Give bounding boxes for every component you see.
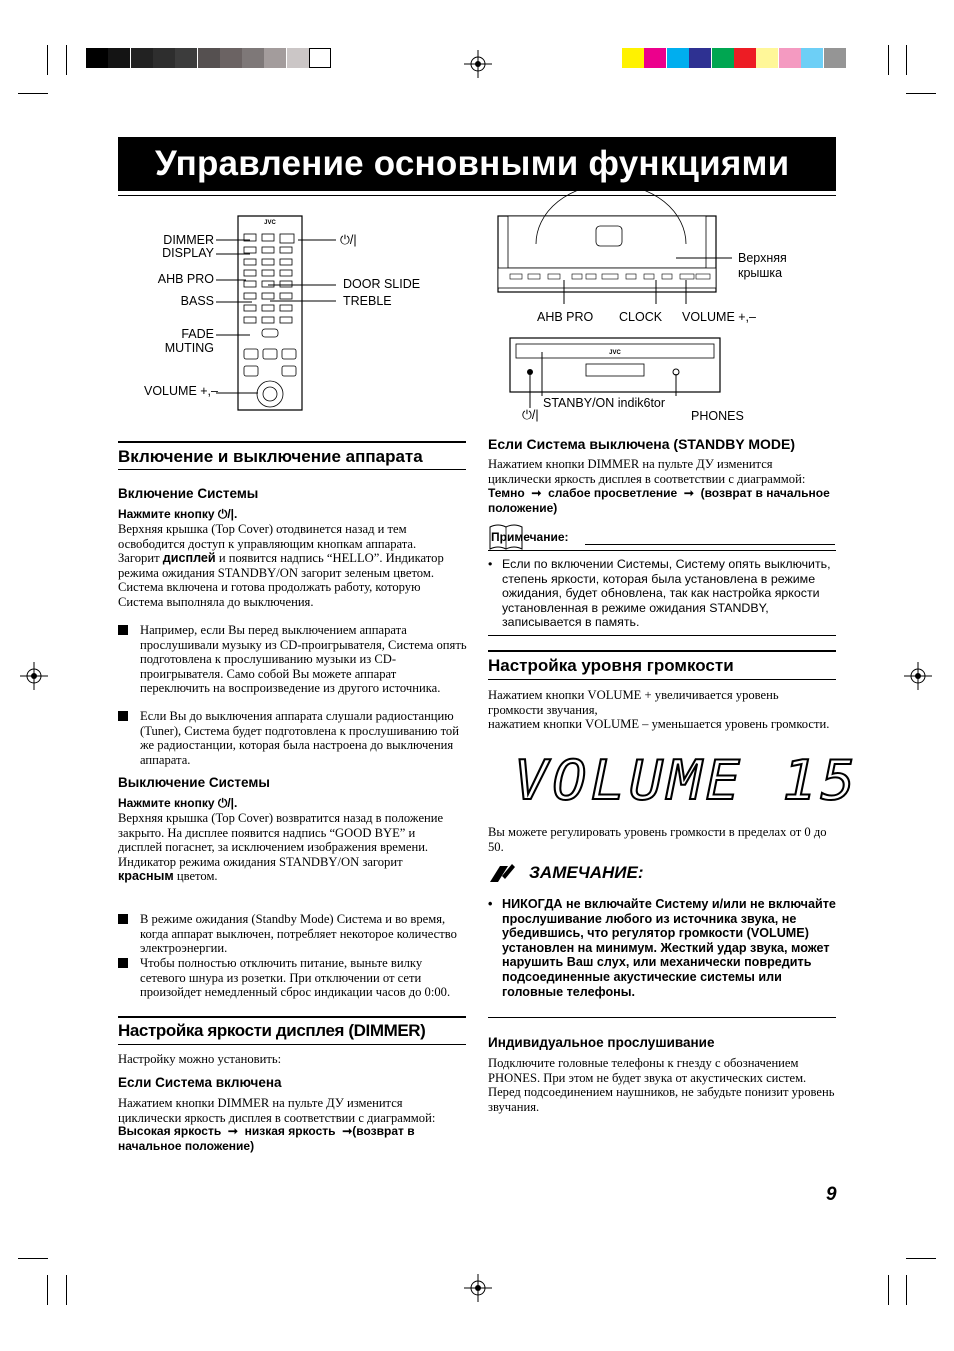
label-unit-ahb-pro: AHB PRO	[537, 310, 594, 324]
unit-brand: JVC	[609, 350, 621, 356]
arrow-icon: ➞	[338, 1124, 353, 1138]
arrow-icon: ➞	[528, 486, 545, 500]
remote-leader-lines	[210, 225, 350, 405]
gray-swatch	[108, 48, 130, 68]
label-volume: VOLUME +,–	[144, 384, 218, 398]
registration-mark-icon	[464, 50, 492, 78]
gray-swatch	[287, 48, 309, 68]
registration-mark-icon	[464, 1274, 492, 1302]
cmyk-swatch	[644, 48, 666, 68]
label-standby: STANBY/ON indik6tor	[543, 396, 666, 410]
page-number: 9	[826, 1184, 837, 1205]
volume-display-text: VOLUME 15	[514, 749, 860, 812]
volume-display	[514, 749, 860, 812]
gray-swatch	[175, 48, 197, 68]
arrow-icon: ➞	[680, 486, 698, 500]
subheading-headphones: Индивидуальное прослушивание	[488, 1035, 715, 1050]
caution-pencil-icon	[488, 862, 516, 884]
label-ahb-pro: AHB PRO	[157, 272, 214, 286]
label-door-slide: DOOR SLIDE	[343, 277, 421, 291]
dimmer-on-text: Нажатием кнопки DIMMER на пульте ДУ изменится циклически яркость дисплея в соответствии с диаграммой:	[118, 1096, 436, 1125]
label-treble: TREBLE	[343, 294, 392, 308]
gray-swatch	[131, 48, 153, 68]
subheading-power-on: Включение Системы	[118, 486, 259, 501]
arrow-icon: ➞	[224, 1124, 242, 1138]
bullet-unplug: Чтобы полностью отключить питание, выньте вилку сетевого шнура из розетки. При отключении от сети произойдет немедленный сброс индикации часов до 0:00.	[118, 956, 468, 1000]
unit-top-view-icon	[496, 214, 736, 294]
cmyk-swatch	[824, 48, 846, 68]
cmyk-swatch	[622, 48, 644, 68]
power-on-text: Верхняя крышка (Top Cover) отодвинется назад и тем освободится доступ к управляющим кнопкам аппарата. Загорит дисплей и появится надпись “HELLO”. Индикатор режима ожидания STANDBY/ON загорит зеленым цветом. Система включена и готова продолжать работу, которую Система выполняла до выключения.	[118, 522, 444, 609]
label-phones: PHONES	[691, 409, 744, 423]
note-text: • Если по включении Системы, Систему опять выключить, степень яркости, которая была установлена в режиме ожидания, будет обновлена, так как настройка яркости установленная в режиме ожидания STANDBY, записывается в память.	[488, 557, 831, 630]
label-muting: MUTING	[164, 341, 214, 355]
standby-dimmer-text: Нажатием кнопки DIMMER на пульте ДУ изменится циклически яркость дисплея в соответствии с диаграммой:	[488, 457, 806, 486]
heading-standby-mode: Если Система выключена (STANDBY MODE)	[488, 436, 796, 452]
subheading-system-on: Если Система включена	[118, 1075, 282, 1090]
gray-swatch	[309, 48, 331, 68]
label-power: ⏻/|	[340, 233, 357, 247]
label-top-cover: Верхняя крышка	[738, 251, 787, 280]
bullet-cd-example: Например, если Вы перед выключением аппарата прослушивали музыку из CD-проигрывателя, Система опять подготовлена к прослушиванию музыки из CD-проигрывателя. Само собой Вы можете аппарат переключить на воспроизведение из другого источника.	[118, 623, 468, 696]
label-bass: BASS	[180, 294, 214, 308]
press-power-off: Нажмите кнопку ⏻/|.	[118, 796, 238, 810]
cmyk-swatch	[712, 48, 734, 68]
cmyk-swatch	[779, 48, 801, 68]
cmyk-swatch	[667, 48, 689, 68]
subheading-power-off: Выключение Системы	[118, 775, 270, 790]
label-clock: CLOCK	[619, 310, 663, 324]
standby-sequence: Темно ➞ слабое просветление ➞ (возврат в начальное положение)	[488, 486, 830, 515]
cmyk-swatch	[801, 48, 823, 68]
label-unit-volume: VOLUME +,–	[682, 310, 756, 324]
label-dimmer: DIMMER	[163, 233, 214, 247]
caution-text: • НИКОГДА не включайте Систему и/или не включайте прослушивание любого из источника звука, не убедившись, что регулятор громкости (VOLUME) установлен на минимум. Жесткий удар звука, может нарушить Ваш слух, или механически повредить подсоединенные акустические системы или головные телефоны.	[488, 897, 836, 999]
bullet-tuner-example: Если Вы до выключения аппарата слушали радиостанцию (Tuner), Система будет подготовлена к прослушиванию той же радиостанции, которая была настроена до выключения аппарата.	[118, 709, 468, 767]
headphones-text: Подключите головные телефоны к гнезду с обозначением PHONES. При этом не будет звука от акустических систем. Перед подсоединением наушников, не забудьте понизит уровень звучания.	[488, 1056, 835, 1114]
cmyk-swatch	[756, 48, 778, 68]
registration-mark-icon	[20, 662, 48, 690]
caution-label: ЗАМЕЧАНИЕ:	[529, 863, 644, 882]
volume-down-text: нажатием кнопки VOLUME – уменьшается уровень громкости.	[488, 717, 830, 731]
bullet-standby-power: В режиме ожидания (Standby Mode) Система и во время, когда аппарат выключен, потребляет некоторое количество электроэнергии.	[118, 912, 468, 956]
label-display: DISPLAY	[162, 246, 214, 260]
gray-swatch	[153, 48, 175, 68]
gray-swatch	[198, 48, 220, 68]
heading-dimmer: Настройка яркости дисплея (DIMMER)	[118, 1021, 426, 1040]
dimmer-on-sequence: Высокая яркость ➞ низкая яркость ➞(возврат в начальное положение)	[118, 1124, 415, 1153]
registration-mark-icon	[904, 662, 932, 690]
press-power-on: Нажмите кнопку ⏻/|.	[118, 507, 238, 521]
note-label: Примечание:	[491, 530, 569, 544]
heading-power-on-off: Включение и выключение аппарата	[118, 447, 423, 466]
power-off-text: Верхняя крышка (Top Cover) возвратится назад в положение закрыто. На дисплее появится надпись “GOOD BYE” и дисплей погаснет, за исключением изображения времени. Индикатор режима ожидания STANDBY/ON загорит красным цветом.	[118, 811, 444, 884]
heading-volume: Настройка уровня громкости	[488, 656, 734, 675]
gray-swatch	[86, 48, 108, 68]
volume-up-text: Нажатием кнопки VOLUME + увеличивается уровень громкости звучания,	[488, 688, 779, 717]
gray-swatch	[264, 48, 286, 68]
dimmer-intro: Настройку можно установить:	[118, 1052, 282, 1066]
remote-brand: JVC	[264, 220, 276, 226]
gray-swatch	[242, 48, 264, 68]
cmyk-swatch	[734, 48, 756, 68]
volume-range-text: Вы можете регулировать уровень громкости в пределах от 0 до 50.	[488, 825, 827, 854]
page-title: Управление основными функциями	[155, 144, 790, 183]
gray-swatch	[220, 48, 242, 68]
cmyk-swatch	[689, 48, 711, 68]
label-unit-power: ⏻/|	[522, 408, 539, 422]
label-fade: FADE	[181, 327, 214, 341]
